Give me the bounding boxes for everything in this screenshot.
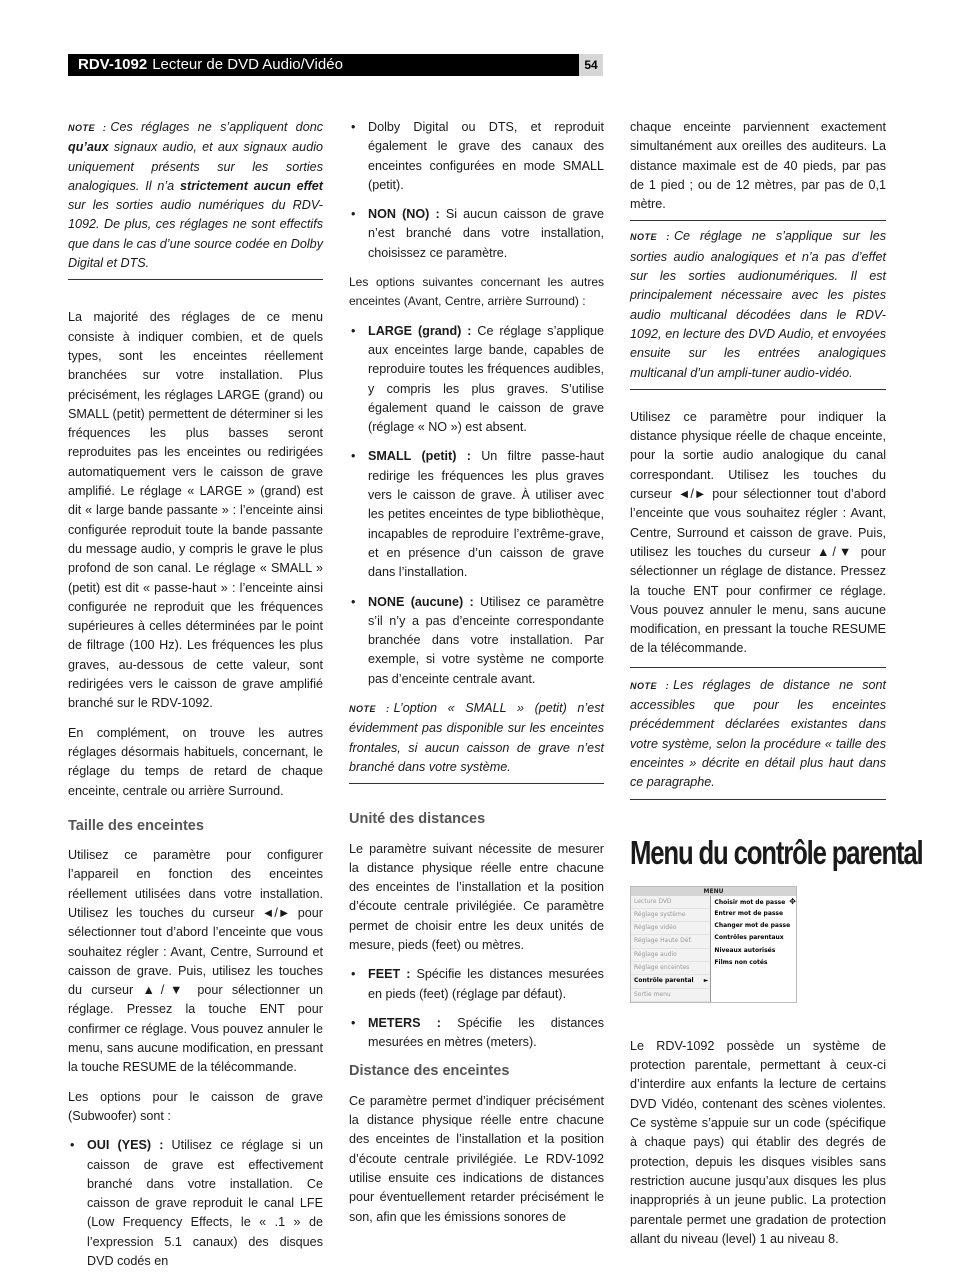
option-label: NON (NO) : (368, 207, 440, 222)
option-label: SMALL (petit) : (368, 449, 471, 464)
note-text: Ces réglages ne s’appliquent donc (110, 120, 323, 134)
list-item (349, 965, 604, 1004)
option-text: Utilisez ce réglage si un caisson de grave est effectivement branché dans votre installation. Ce caisson de grave reproduit le canal LFE (Low Frequency Effects, le « .1 » de l’expression 5.1 canaux) des disques DVD codés en (87, 1138, 323, 1269)
arrow-right-icon: ► (703, 977, 709, 985)
list-item (68, 1136, 323, 1271)
menu-item: Réglage Haute Déf. (631, 935, 710, 948)
paragraph: En complément, on trouve les autres réglages désormais habituels, concernant, le réglage du temps de retard de chaque enceinte, centrale ou arrière Surround. (68, 725, 323, 798)
page-number: 54 (579, 54, 603, 76)
note-label: NOTE : (630, 680, 670, 691)
column-1 (68, 118, 323, 1281)
paragraph: Le RDV-1092 possède un système de protection parentale, permettant à ceux-ci d’interdire aux enfants la lecture de certains DVD Vidéo, contenant des scènes violentes. Ce système s’appuie sur un code (spécifique à chaque pays) qui établir des degrés de protection, depuis les disques visibles sans restriction aucune jusqu’aux disques les plus inappropriés à un jeune public. La protection parentale permet une gradation de protection allant du niveau (level) 1 au niveau 8. (630, 1038, 886, 1246)
column-3 (630, 118, 923, 1259)
note-1 (68, 118, 323, 280)
menu-item: Réglage enceintes (631, 962, 710, 975)
list-item-cont (349, 118, 604, 195)
paragraph: Utilisez ce paramètre pour configurer l’appareil en fonction des enceintes réellement utilisées dans votre installation. Utilisez les touches du curseur ◄/► pour sélectionner tout d’abord l’enceinte que vous souhaitez régler : Avant, Centre, Surround et caisson de grave. Puis, utilisez les touches du curseur ▲/▼ pour sélectionner un réglage. Pressez la touche ENT pour confirmer ce réglage. Vous pouvez annuler le menu, sans aucune modification, en pressant la touche RESUME de la télécommande. (68, 848, 323, 1075)
menu-left-list (631, 896, 711, 1002)
header-subtitle: Lecteur de DVD Audio/Vidéo (152, 56, 343, 73)
header-title (78, 56, 343, 73)
paragraph: Ce paramètre permet d’indiquer précisément la distance physique réelle entre chacune des enceintes de l’installation et la position d’écoute centrale privilégiée. Le RDV-1092 utilise ensuite ces indications de distances pour éventuellement retarder précisément le son, afin que les émissions sonores de (349, 1093, 604, 1224)
note-emphasis: strictement aucun effet (180, 178, 323, 193)
column-2 (349, 118, 604, 1237)
submenu-item (711, 896, 796, 908)
menu-item-label: Contrôle parental (634, 977, 694, 985)
option-text: Ce réglage s’applique aux enceintes large bande, capables de reproduire toutes les fréquences audibles, y compris les plus graves. S’utilise également quand le caisson de grave (réglage « NO ») est absent. (368, 323, 604, 435)
subwoofer-options (68, 1136, 323, 1271)
option-label: FEET : (368, 967, 411, 982)
menu-item: Réglage vidéo (631, 922, 710, 935)
option-text: Spécifie les distances mesurées en pieds (feet) (réglage par défaut). (368, 967, 604, 1001)
note-label: NOTE : (630, 232, 670, 243)
menu-rows (631, 896, 796, 1002)
note-text: L’option « SMALL » (petit) n’est évidemment pas disponible sur les enceintes frontales, si aucun caisson de grave n’est branché dans votre système. (349, 701, 604, 774)
section-heading-distance: Distance des enceintes (349, 1063, 510, 1080)
list-item (349, 1014, 604, 1053)
note-text: Ce réglage ne s’applique sur les sorties audio analogiques et n’a pas d’effet sur les sorties audionumériques. Il est principalement nécessaire avec les pistes audio multicanal décodées dans le RDV-1092, en lecture des DVD Audio, et envoyées ensuite sur les entrées analogiques multicanal d’un ampli-tuner audio-vidéo. (630, 229, 886, 380)
paragraph: chaque enceinte parviennent exactement simultanément aux oreilles des auditeurs. La distance maximale est de 40 pieds, par pas de 1 pied ; ou de 12 mètres, par pas de 0,1 mètre. (630, 118, 886, 221)
menu-screenshot (630, 886, 797, 1003)
list-item (349, 205, 604, 263)
note-text: signaux audio, et aux signaux audio uniquement présents sur les sorties analogiques. Il n’a (68, 140, 323, 193)
option-label: OUI (YES) : (87, 1138, 164, 1153)
list-item (349, 322, 604, 438)
menu-item: Réglage système (631, 909, 710, 922)
list-item (349, 447, 604, 582)
note-emphasis: qu’aux (68, 140, 109, 155)
option-text: Un filtre passe-haut redirige les fréquences les plus graves vers le caisson de grave. À utiliser avec les petites enceintes de type bibliothèque, incapables de reproduire l’extrême-grave, et en présence d’un caisson de grave dans l’installation. (368, 449, 604, 580)
menu-item: Réglage audio (631, 949, 710, 962)
submenu-item: Contrôles parentaux (714, 934, 784, 942)
unit-options (349, 965, 604, 1052)
four-way-arrows-icon: ✥ (789, 896, 796, 906)
option-label: NONE (aucune) : (368, 594, 474, 609)
paragraph: Utilisez ce paramètre pour indiquer la distance physique réelle de chaque enceinte, pour la sortie audio analogique du canal correspondant. Utilisez les touches du curseur ◄/► pour sélectionner tout d’abord l’enceinte que vous souhaitez régler : Avant, Centre, Surround et caisson de grave. Puis, utilisez les touches du curseur ▲/▼ pour sélectionner un réglage de distance. Pressez la touche ENT pour confirmer ce réglage. Vous pouvez annuler le menu, sans aucune modification, en pressant la touche RESUME de la télécommande. (630, 408, 886, 668)
option-label: METERS : (368, 1015, 441, 1030)
note-4 (630, 676, 886, 800)
paragraph: Les options suivantes concernant les autres enceintes (Avant, Centre, arrière Surround) : (349, 275, 604, 309)
submenu-item: Niveaux autorisés (714, 946, 776, 954)
option-text: Spécifie les distances mesurées en mètres (meters). (368, 1015, 605, 1050)
note-text: Les réglages de distance ne sont accessibles que pour les enceintes précédemment déclarées existantes dans votre système, selon la procédure « taille des enceintes » décrite en détail plus haut dans ce paragraphe. (630, 677, 886, 790)
option-text: Si aucun caisson de grave n’est branché dans votre installation, choisissez ce paramètre. (368, 207, 605, 260)
option-label: LARGE (grand) : (368, 323, 472, 338)
paragraph: Le paramètre suivant nécessite de mesurer la distance physique réelle entre chacune des enceintes de l’installation et la position d’écoute centrale privilégiée. Ce paramètre permet de choisir entre les deux unités de mesure, pieds (feet) ou mètres. (349, 841, 604, 952)
submenu-item: Films non cotés (714, 958, 768, 966)
menu-right-list (711, 896, 796, 1002)
option-text: Utilisez ce paramètre s’il n’y a pas d’enceinte correspondante branchée dans votre installation. Par exemple, si votre système ne comporte pas d’enceinte centrale avant. (368, 594, 604, 686)
speaker-options (349, 322, 604, 689)
section-heading-taille: Taille des enceintes (68, 817, 204, 834)
menu-item-selected (631, 975, 710, 988)
menu-item: Lecture DVD (631, 896, 710, 909)
submenu-item: Changer mot de passe (714, 922, 791, 930)
section-heading-unite: Unité des distances (349, 811, 486, 828)
note-text: sur les sorties audio numériques du RDV-1092. De plus, ces réglages ne sont effectifs que dans le cas d’une source codée en Dolby Digital et DTS. (68, 198, 323, 271)
note-label: NOTE : (68, 123, 107, 133)
note-2 (349, 699, 604, 784)
option-text: Dolby Digital ou DTS, et reproduit également le grave des canaux des enceintes configurées en mode SMALL (petit). (368, 120, 604, 192)
submenu-item: Entrer mot de passe (714, 909, 784, 917)
note-3 (630, 227, 886, 389)
subwoofer-options-cont (349, 118, 604, 263)
page-header (68, 54, 603, 76)
chapter-title: Menu du contrôle parental (630, 833, 923, 871)
menu-item: Sortie menu (631, 989, 710, 1002)
list-item (349, 593, 604, 689)
paragraph: La majorité des réglages de ce menu consiste à indiquer combien, et de quels types, sont les enceintes réellement branchées sur votre installation. Plus précisément, les réglages LARGE (grand) ou SMALL (petit) permettent de déterminer si les fréquences les plus basses seront reproduites pas les enceintes ou redirigées automatiquement vers le caisson de grave amplifié. Le réglage « LARGE » (grand) est dit « large bande passante » : l’enceinte ainsi configurée reproduit toute la bande passante du message audio, y compris le grave le plus profond de son canal. Le réglage « SMALL » (petit) est dit « passe-haut » : l’enceinte ainsi configurée ne reproduit que les fréquences supérieures à celles déterminées par le point de filtrage (100 Hz). Les fréquences les plus graves, au-dessous de cette valeur, sont redirigées vers le caisson de grave amplifié branché sur le RDV-1092. (68, 310, 323, 711)
submenu-item-label: Choisir mot de passe (714, 898, 786, 906)
paragraph: Les options pour le caisson de grave (Subwoofer) sont : (68, 1089, 323, 1123)
menu-title: MENU (631, 887, 796, 896)
note-label: NOTE : (349, 704, 390, 715)
header-model: RDV-1092 (78, 56, 148, 73)
